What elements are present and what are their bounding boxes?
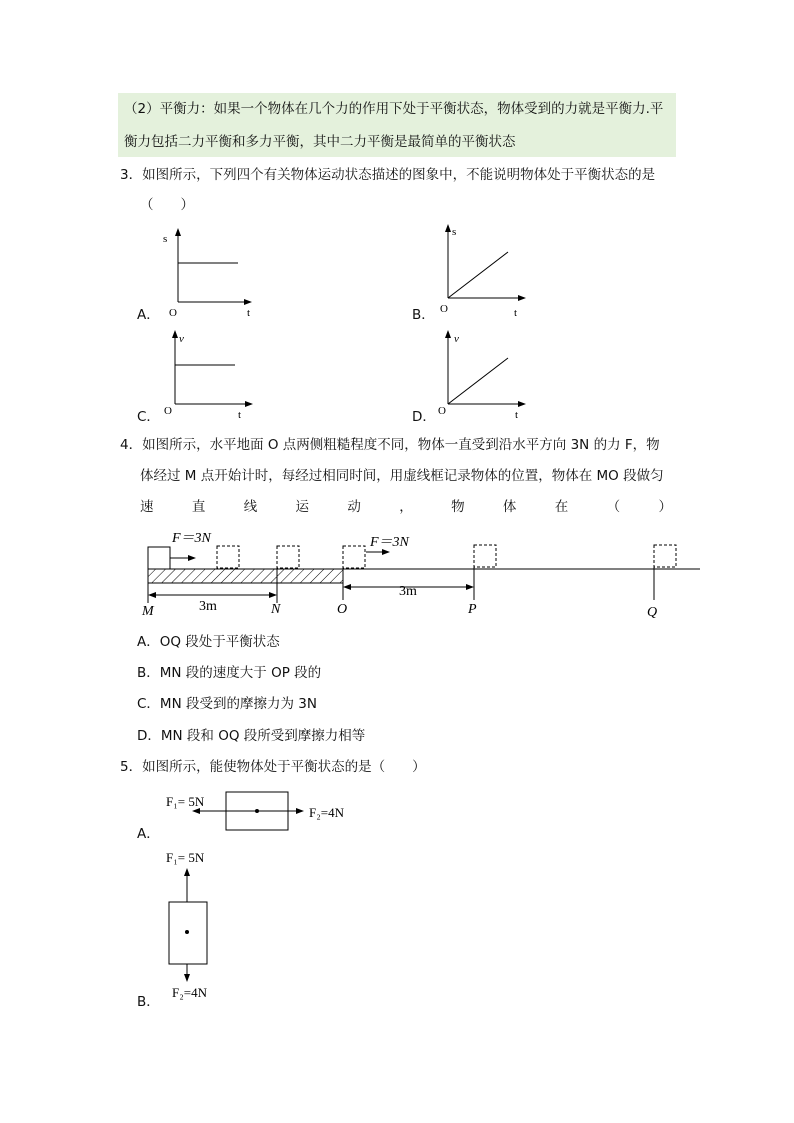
q4-line3-char: 体 (502, 499, 517, 515)
q3-graph-b (430, 222, 540, 321)
q3-graph-c (157, 328, 267, 423)
q3-graph-a (160, 226, 270, 321)
dashed-position (217, 546, 239, 568)
graph-b-origin: O (440, 303, 448, 315)
dist-op-label: 3m (399, 584, 417, 599)
dashed-position (654, 545, 676, 567)
q4-line-2: 体经过 M 点开始计时，每经过相同时间，用虚线框记录物体的位置，物体在 MO 段做匀 (140, 468, 664, 484)
q5-stem: 5．如图所示，能使物体处于平衡状态的是（ ） (120, 759, 426, 775)
q3-graph-d (430, 328, 540, 423)
graph-d-xlabel: t (515, 409, 519, 421)
point-q: Q (647, 605, 658, 620)
dashed-position (343, 546, 365, 568)
q4-line3-char: 运 (295, 499, 310, 515)
graph-c-ylabel: v (179, 333, 184, 345)
q3-option-a-label[interactable]: A． (137, 307, 160, 323)
point-n: N (271, 602, 281, 617)
q3-option-b-label[interactable]: B． (412, 307, 435, 323)
block (148, 547, 170, 569)
knowledge-line-2: 衡力包括二力平衡和多力平衡，其中二力平衡是最简单的平衡状态 (124, 134, 516, 150)
q4-line3-char: 动 (347, 499, 361, 515)
point-o: O (337, 602, 348, 617)
dist-mn-label: 3m (199, 599, 217, 614)
q5-option-a-label[interactable]: A． (137, 826, 160, 842)
q5-figure-b (160, 848, 260, 1008)
q5-figure-a (160, 786, 360, 836)
q4-option-b[interactable]: B．MN 段的速度大于 OP 段的 (137, 665, 322, 681)
q3-stem: 3．如图所示，下列四个有关物体运动状态描述的图象中，不能说明物体处于平衡状态的是 (120, 167, 656, 183)
q4-line-1: 4．如图所示，水平地面 O 点两侧粗糙程度不同，物体一直受到沿水平方向 3N 的力 F，物 (120, 437, 660, 453)
graph-b-xlabel: t (514, 307, 518, 319)
graph-b-line (448, 252, 508, 298)
rough-surface (148, 569, 343, 583)
q4-line3-char: 速 (140, 499, 154, 515)
f2-label-a: F₂=4N (309, 805, 344, 820)
force-f2-b (184, 974, 190, 982)
q4-line3-char: 线 (243, 499, 258, 515)
force-label-right: F＝3N (370, 535, 409, 550)
graph-a-origin: O (169, 307, 177, 319)
q4-option-a[interactable]: A．OQ 段处于平衡状态 (137, 634, 280, 650)
q4-line3-char: （ (606, 499, 621, 515)
graph-c-origin: O (164, 405, 172, 417)
q4-line3-char: ， (399, 499, 413, 515)
q4-line3-char: 在 (554, 499, 569, 515)
point-m: M (142, 604, 154, 619)
graph-a-ylabel: s (163, 233, 168, 245)
graph-d-origin: O (438, 405, 446, 417)
q3-option-c-label[interactable]: C． (137, 409, 160, 425)
q4-line-3 (140, 497, 672, 517)
f2-label-b: F₂=4N (172, 985, 207, 1000)
q3-paren: （ ） (140, 197, 194, 213)
point-p: P (468, 602, 477, 617)
q4-option-c[interactable]: C．MN 段受到的摩擦力为 3N (137, 696, 317, 712)
q4-option-d[interactable]: D．MN 段和 OQ 段所受到摩擦力相等 (137, 728, 366, 744)
q4-line3-char: 直 (191, 499, 206, 515)
force-f1-b (184, 868, 190, 876)
graph-c-xlabel: t (238, 409, 242, 421)
q5-option-b-label[interactable]: B． (137, 994, 160, 1010)
graph-d-line (448, 358, 508, 404)
q4-line3-char: 物 (451, 499, 465, 515)
dashed-position (277, 546, 299, 568)
q4-motion-figure (140, 525, 702, 625)
f1-label-a: F₁= 5N (166, 794, 205, 809)
q4-line3-char: ） (658, 499, 672, 515)
knowledge-line-1: （2）平衡力：如果一个物体在几个力的作用下处于平衡状态，物体受到的力就是平衡力.平 (124, 101, 664, 117)
graph-a-xlabel: t (247, 307, 251, 319)
graph-b-ylabel: s (452, 226, 457, 238)
graph-d-ylabel: v (454, 333, 459, 345)
dashed-position (474, 545, 496, 567)
force-label-left: F＝3N (172, 531, 211, 546)
f1-label-b: F₁= 5N (166, 850, 205, 865)
q3-option-d-label[interactable]: D． (412, 409, 436, 425)
